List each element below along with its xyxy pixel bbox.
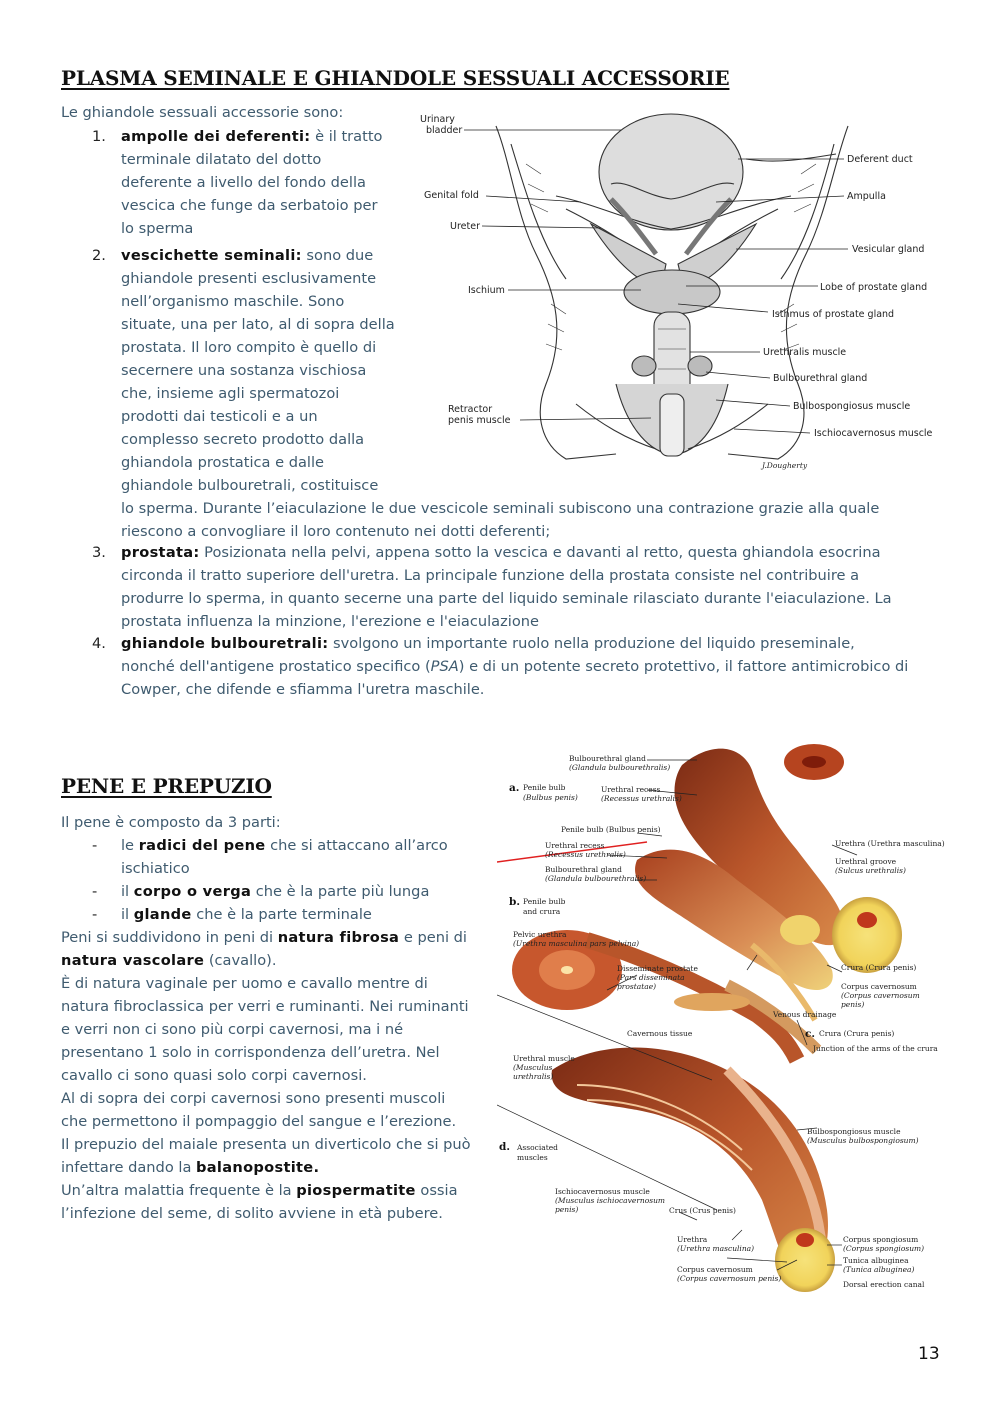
svg-text:Dorsal erection canal: Dorsal erection canal — [843, 1280, 925, 1289]
label-retractor: Retractor — [448, 404, 493, 415]
svg-text:penis): penis) — [841, 1000, 865, 1009]
bullet-dash-1: - — [92, 837, 98, 854]
list-item-bulbouretrali: ghiandole bulbouretrali: svolgono un importante ruolo nella produzione del liquido preseminale, nonché dell'antigene prostatico specifico (PSA) e di un potente secreto protettivo, il fattore antimicrobico di Cowper, che difende e sfiamma l'uretra maschile. — [121, 635, 909, 698]
svg-text:(Glandula bulbourethralis): (Glandula bulbourethralis) — [569, 763, 671, 772]
svg-text:muscles: muscles — [517, 1153, 548, 1162]
svg-text:Penile bulb (Bulbus penis): Penile bulb (Bulbus penis) — [561, 825, 661, 834]
svg-text:Bulbourethral gland: Bulbourethral gland — [569, 754, 646, 763]
term-piospermatite: piospermatite — [296, 1182, 416, 1199]
label-ureter: Ureter — [450, 221, 480, 232]
svg-text:(Sulcus urethralis): (Sulcus urethralis) — [835, 866, 906, 875]
bullet-corpo: il corpo o verga che è la parte più lunga — [121, 883, 430, 900]
label-penis-muscle: penis muscle — [448, 415, 511, 426]
svg-text:Crus (Crus penis): Crus (Crus penis) — [669, 1206, 736, 1215]
label-urethralis-muscle: Urethralis muscle — [763, 347, 847, 358]
term-glande: glande — [133, 906, 192, 923]
fig2-label-b: b. — [509, 896, 520, 908]
bullet-dash-3: - — [92, 906, 98, 923]
svg-text:(Recessus urethralis): (Recessus urethralis) — [545, 850, 626, 859]
list-number-3: 3. — [92, 544, 106, 561]
svg-text:Venous drainage: Venous drainage — [773, 1010, 837, 1019]
svg-text:and crura: and crura — [523, 907, 561, 916]
svg-text:Associated: Associated — [517, 1143, 558, 1152]
svg-text:(Corpus spongiosum): (Corpus spongiosum) — [843, 1244, 925, 1253]
svg-text:(Pars disseminata: (Pars disseminata — [617, 973, 685, 982]
list-number-4: 4. — [92, 635, 106, 652]
label-ampulla: Ampulla — [847, 191, 886, 202]
svg-text:urethralis): urethralis) — [513, 1072, 554, 1081]
term-prostata: prostata: — [121, 544, 200, 561]
svg-text:Corpus spongiosum: Corpus spongiosum — [843, 1235, 919, 1244]
svg-text:Urethra (Urethra masculina): Urethra (Urethra masculina) — [835, 839, 945, 848]
svg-text:Tunica albuginea: Tunica albuginea — [843, 1256, 909, 1265]
svg-text:Ischiocavernosus muscle: Ischiocavernosus muscle — [555, 1187, 650, 1196]
list-number-1: 1. — [92, 128, 106, 145]
fig2-label-a: a. — [509, 782, 520, 794]
svg-text:(Musculus ischiocavernosum: (Musculus ischiocavernosum — [555, 1196, 666, 1205]
label-ischiocavernosus: Ischiocavernosus muscle — [814, 428, 933, 439]
svg-text:Cavernous tissue: Cavernous tissue — [627, 1029, 693, 1038]
label-bulbourethral-gland: Bulbourethral gland — [773, 373, 868, 384]
svg-text:Urethral groove: Urethral groove — [835, 857, 897, 866]
term-bulbouretrali: ghiandole bulbouretrali: — [121, 635, 329, 652]
svg-text:(Urethra masculina pars pelvin: (Urethra masculina pars pelvina) — [513, 939, 640, 948]
label-isthmus-prostate: Isthmus of prostate gland — [772, 309, 895, 320]
fig2-label-c: c. — [805, 1028, 816, 1040]
term-balanopostite: balanopostite. — [196, 1159, 320, 1176]
svg-text:Penile bulb: Penile bulb — [523, 783, 566, 792]
svg-text:(Musculus bulbospongiosum): (Musculus bulbospongiosum) — [807, 1136, 919, 1145]
intro-text: Le ghiandole sessuali accessorie sono: — [61, 104, 344, 121]
svg-text:Crura (Crura penis): Crura (Crura penis) — [819, 1029, 895, 1038]
svg-text:(Urethra masculina): (Urethra masculina) — [677, 1244, 755, 1253]
term-radici: radici del pene — [138, 837, 266, 854]
term-corpo: corpo o verga — [133, 883, 252, 900]
svg-text:(Tunica albuginea): (Tunica albuginea) — [843, 1265, 915, 1274]
svg-text:Urethral recess: Urethral recess — [601, 785, 661, 794]
svg-text:Junction of the arms of the cr: Junction of the arms of the crura — [813, 1044, 938, 1053]
svg-text:Bulbospongiosus muscle: Bulbospongiosus muscle — [807, 1127, 901, 1136]
pene-paragraphs: Peni si suddividono in peni di natura fibrosa e peni di natura vascolare (cavallo). È di natura vaginale per uomo e cavallo mentre di natura fibroclassica per verri e ruminanti. Nei ruminanti e verri non ci sono più corpi cavernosi, ma i né presentano 1 solo in corrispondenza dell’uretra. Nel cavallo ci sono quasi solo corpi cavernosi. Al di sopra dei corpi cavernosi sono presenti muscoli che permettono il pompaggio del sangue e l’erezione. Il prepuzio del maiale presenta un diverticolo che si può infettare dando la balanopostite. Un’altra malattia frequente è la piospermatite ossia l’infezione del seme, di solito avviene in età pubere. — [61, 929, 471, 1222]
psa-abbrev: PSA — [430, 658, 459, 675]
term-natura-fibrosa: natura fibrosa — [277, 929, 400, 946]
bullet-glande: il glande che è la parte terminale — [121, 906, 372, 923]
label-ischium: Ischium — [468, 285, 505, 296]
section-title-plasma: PLASMA SEMINALE E GHIANDOLE SESSUALI ACCESSORIE — [61, 66, 730, 90]
svg-text:penis): penis) — [555, 1205, 579, 1214]
svg-text:(Glandula bulbourethralis): (Glandula bulbourethralis) — [545, 874, 647, 883]
label-lobe-prostate: Lobe of prostate gland — [820, 282, 928, 293]
label-genital-fold: Genital fold — [424, 190, 479, 201]
penis-anatomy-illustration — [497, 740, 947, 1295]
list-item-vescichette: vescichette seminali: sono due ghiandole presenti esclusivamente nell’organismo maschile. Sono situate, una per lato, al di sopra della prostata. Il loro compito è quello di secernere una sostanza vischiosa che, insieme agli spermatozoi prodotti dai testicoli e a un complesso secreto prodotto dalla ghiandola prostatica e dalle ghiandole bulbouretrali, costituisce lo sperma. Durante l’eiaculazione le due vescicole seminali subiscono una contrazione grazie alla quale riescono a convogliare il loro contenuto nei dotti deferenti; — [121, 247, 880, 540]
svg-text:Pelvic urethra: Pelvic urethra — [513, 930, 567, 939]
term-natura-vascolare: natura vascolare — [61, 952, 205, 969]
page-number: 13 — [918, 1344, 940, 1364]
svg-text:Bulbourethral gland: Bulbourethral gland — [545, 865, 622, 874]
bullet-dash-2: - — [92, 883, 98, 900]
svg-text:prostatae): prostatae) — [617, 982, 657, 991]
svg-text:Corpus cavernosum: Corpus cavernosum — [677, 1265, 753, 1274]
section-title-pene: PENE E PREPUZIO — [61, 774, 272, 798]
pene-text-block — [61, 811, 496, 834]
pene-intro: Il pene è composto da 3 parti: — [61, 814, 281, 831]
svg-text:(Corpus cavernosum penis): (Corpus cavernosum penis) — [677, 1274, 782, 1283]
svg-text:(Bulbus penis): (Bulbus penis) — [523, 793, 578, 802]
label-urinary: Urinary — [420, 114, 455, 125]
svg-text:(Musculus: (Musculus — [513, 1063, 553, 1072]
label-bulbospongiosus: Bulbospongiosus muscle — [793, 401, 911, 412]
svg-text:Corpus cavernosum: Corpus cavernosum — [841, 982, 917, 991]
artist-signature: J.Dougherty — [762, 461, 808, 470]
svg-text:Disseminate prostate: Disseminate prostate — [617, 964, 698, 973]
list-item-prostata: prostata: Posizionata nella pelvi, appena sotto la vescica e davanti al retto, questa ghiandola esocrina circonda il tratto superiore dell'uretra. La principale funzione della prostata consiste nel contribuire a produrre lo sperma, in quanto secerne una parte del liquido seminale rilasciato durante l'eiaculazione. La prostata influenza la minzione, l'erezione e l'eiaculazione — [121, 544, 892, 630]
term-ampolle: ampolle dei deferenti: — [121, 128, 311, 145]
svg-text:(Recessus urethralis): (Recessus urethralis) — [601, 794, 682, 803]
accessory-glands-illustration — [416, 104, 946, 476]
term-vescichette: vescichette seminali: — [121, 247, 302, 264]
fig2-label-d: d. — [499, 1141, 510, 1153]
svg-text:Urethral recess: Urethral recess — [545, 841, 605, 850]
label-bladder: bladder — [426, 125, 463, 136]
svg-text:Urethra: Urethra — [677, 1235, 708, 1244]
label-deferent-duct: Deferent duct — [847, 154, 913, 165]
svg-text:Penile bulb: Penile bulb — [523, 897, 566, 906]
list-item-ampolle: ampolle dei deferenti: è il tratto terminale dilatato del dotto deferente a livello del fondo della vescica che funge da serbatoio per lo sperma — [121, 128, 383, 237]
list-number-2: 2. — [92, 247, 106, 264]
svg-text:Crura (Crura penis): Crura (Crura penis) — [841, 963, 917, 972]
label-vesicular-gland: Vesicular gland — [852, 244, 925, 255]
svg-text:Urethral muscle: Urethral muscle — [513, 1054, 575, 1063]
svg-text:(Corpus cavernosum: (Corpus cavernosum — [841, 991, 920, 1000]
bullet-radici: le radici del pene che si attaccano all’arco ischiatico — [121, 837, 448, 877]
